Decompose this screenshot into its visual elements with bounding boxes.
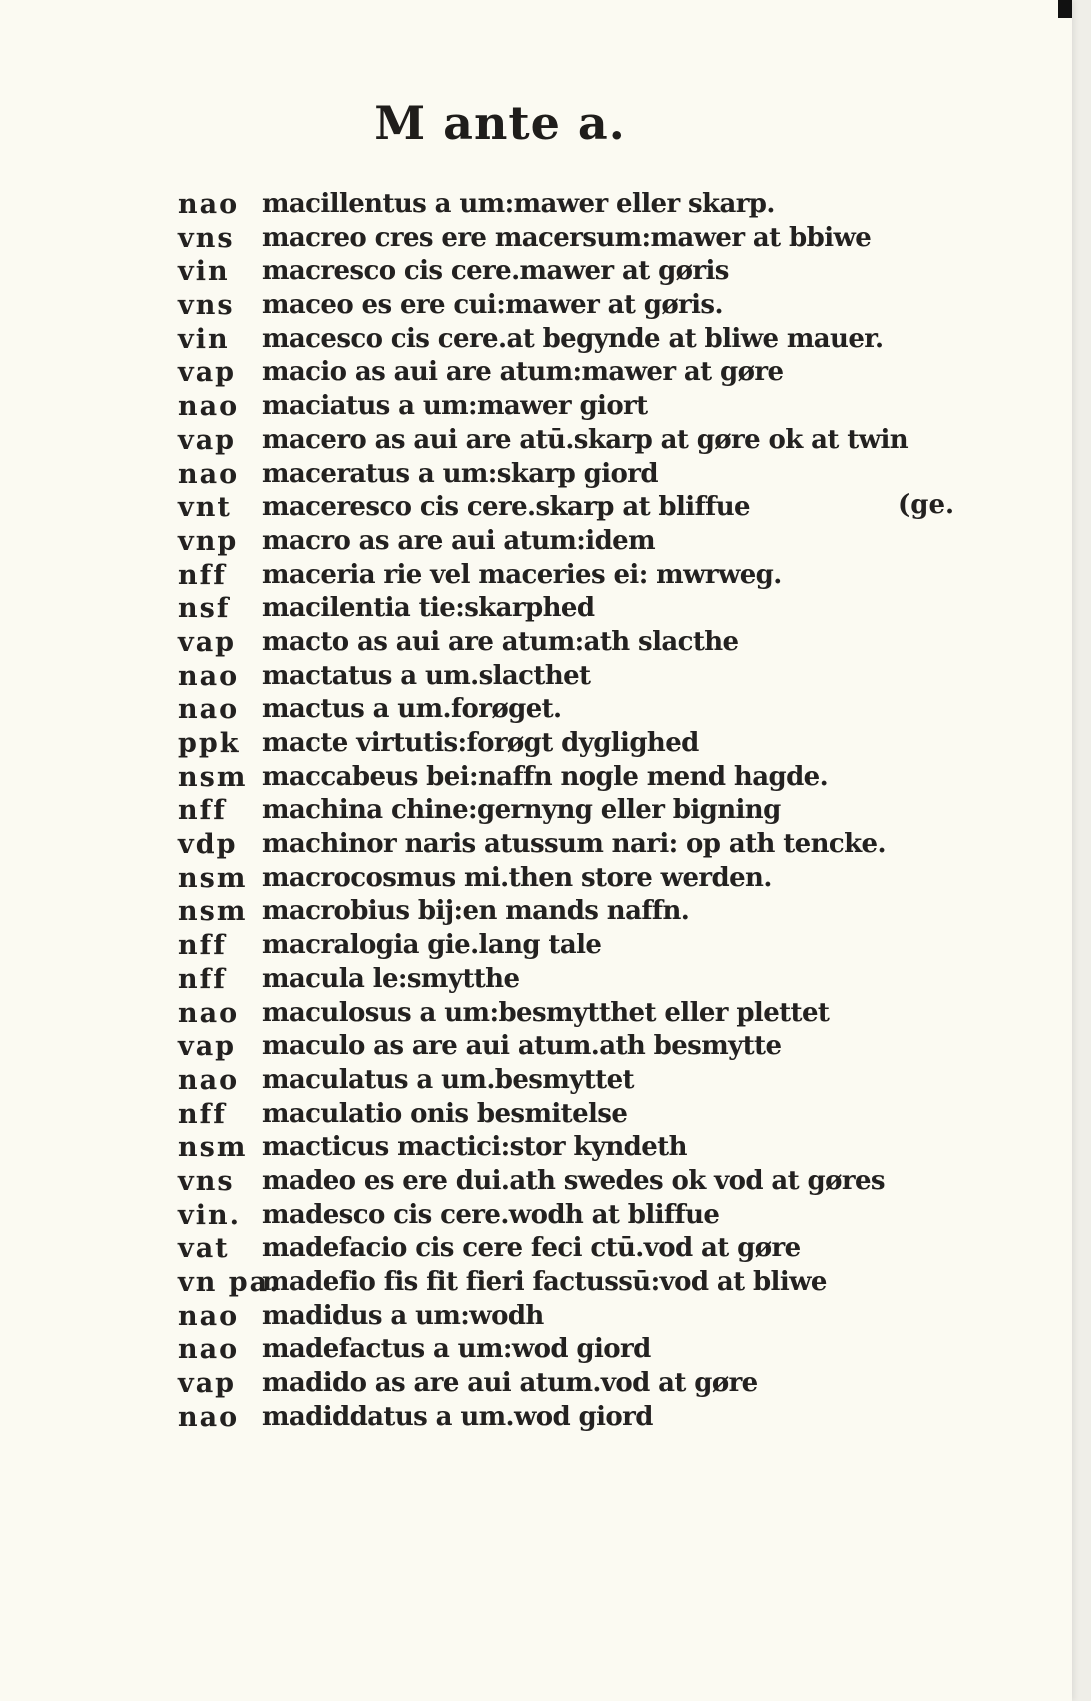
dictionary-entry (178, 491, 978, 525)
entry-definition: madido as are aui atum.vod at gøre (262, 1368, 758, 1399)
dictionary-entry (178, 390, 978, 424)
entry-definition: madefacio cis cere feci ctū.vod at gøre (262, 1233, 801, 1264)
grammar-code: nao (178, 1334, 240, 1366)
grammar-code: nsm (178, 862, 248, 894)
grammar-code: vn pa. (178, 1267, 281, 1298)
dictionary-entry (178, 458, 978, 492)
entry-definition: macrocosmus mi.then store werden. (262, 862, 772, 893)
dictionary-entry (178, 188, 978, 222)
entry-definition: maceratus a um:skarp giord (262, 458, 658, 489)
grammar-code: nsm (178, 896, 248, 928)
grammar-code: nao (178, 391, 240, 423)
entry-definition: macticus mactici:stor kyndeth (262, 1132, 687, 1163)
entry-definition: machinor naris atussum nari: op ath tencke. (262, 829, 886, 860)
entry-definition: macillentus a um:mawer eller skarp. (262, 189, 775, 219)
dictionary-entry (178, 761, 978, 795)
entry-definition: maceresco cis cere.skarp at bliffue (262, 492, 750, 523)
entry-definition: mactus a um.forøget. (262, 694, 562, 725)
dictionary-entry (178, 424, 978, 458)
grammar-code: nff (178, 559, 227, 591)
entry-definition: maceria rie vel maceries ei: mwrweg. (262, 559, 782, 590)
entry-definition: maceo es ere cui:mawer at gøris. (262, 290, 723, 321)
dictionary-entry (178, 1030, 978, 1064)
dictionary-entry (178, 559, 978, 593)
dictionary-entry (178, 794, 978, 828)
dictionary-entry (178, 1199, 978, 1233)
dictionary-entry (178, 828, 978, 862)
grammar-code: vns (178, 290, 235, 322)
grammar-code: vap (178, 424, 237, 456)
dictionary-entry-list (178, 188, 978, 1434)
dictionary-entry (178, 1333, 978, 1367)
grammar-code: nsm (178, 761, 248, 793)
grammar-code: ppk (178, 728, 241, 759)
entry-definition: madefio fis fit fieri factussū:vod at bliwe (262, 1267, 827, 1297)
entry-definition: macilentia tie:skarphed (262, 593, 595, 624)
dictionary-entry (178, 592, 978, 626)
entry-definition: macte virtutis:forøgt dyglighed (262, 728, 699, 758)
dictionary-entry (178, 862, 978, 896)
grammar-code: nao (178, 1401, 240, 1433)
entry-definition: macro as are aui atum:idem (262, 525, 656, 556)
dictionary-entry (178, 1367, 978, 1401)
dictionary-entry (178, 1131, 978, 1165)
dictionary-entry (178, 1098, 978, 1132)
grammar-code: nsm (178, 1132, 248, 1164)
grammar-code: vap (178, 1031, 237, 1063)
entry-definition: macesco cis cere.at begynde at bliwe mauer. (262, 323, 884, 354)
dictionary-entry (178, 1401, 978, 1435)
grammar-code: vdp (178, 829, 238, 861)
dictionary-entry (178, 895, 978, 929)
entry-definition: madefactus a um:wod giord (262, 1334, 651, 1365)
entry-definition: maculosus a um:besmytthet eller plettet (262, 997, 830, 1028)
entry-definition: maculatus a um.besmyttet (262, 1064, 634, 1095)
entry-definition: macrobius bij:en mands naffn. (262, 896, 690, 927)
dictionary-entry (178, 626, 978, 660)
dictionary-entry (178, 255, 978, 289)
wrapped-line-fragment: (ge. (898, 490, 955, 520)
dictionary-entry (178, 289, 978, 323)
grammar-code: nff (178, 1098, 227, 1130)
grammar-code: nsf (178, 593, 231, 625)
dictionary-entry (178, 356, 978, 390)
dictionary-entry (178, 222, 978, 256)
dictionary-entry (178, 1300, 978, 1334)
grammar-code: vap (178, 626, 237, 658)
grammar-code: vin. (178, 1199, 241, 1231)
dictionary-entry (178, 525, 978, 559)
dictionary-entry (178, 963, 978, 997)
grammar-code: nff (178, 930, 227, 962)
grammar-code: vap (178, 357, 237, 389)
page-heading: M ante a. (374, 96, 626, 150)
grammar-code: vnt (178, 492, 232, 524)
grammar-code: nao (178, 458, 240, 490)
dictionary-entry (178, 1064, 978, 1098)
entry-definition: maciatus a um:mawer giort (262, 391, 648, 422)
dictionary-entry (178, 997, 978, 1031)
entry-definition: maculo as are aui atum.ath besmytte (262, 1031, 782, 1062)
dictionary-entry (178, 693, 978, 727)
entry-definition: mactatus a um.slacthet (262, 660, 591, 691)
dictionary-entry (178, 727, 978, 761)
grammar-code: vnp (178, 525, 239, 557)
entry-definition: madeo es ere dui.ath swedes ok vod at gøres (262, 1165, 885, 1196)
dictionary-entry (178, 1232, 978, 1266)
entry-definition: madidus a um:wodh (262, 1300, 544, 1331)
grammar-code: nao (178, 997, 240, 1029)
grammar-code: vin (178, 323, 230, 355)
grammar-code: nao (178, 1300, 240, 1332)
entry-definition: macto as aui are atum:ath slacthe (262, 626, 739, 657)
grammar-code: nao (178, 1064, 240, 1096)
dictionary-entry (178, 323, 978, 357)
entry-definition: madiddatus a um.wod giord (262, 1401, 653, 1432)
grammar-code: vns (178, 1165, 235, 1197)
entry-definition: macula le:smytthe (262, 963, 520, 994)
entry-definition: macralogia gie.lang tale (262, 930, 602, 961)
entry-definition: maccabeus bei:naffn nogle mend hagde. (262, 761, 829, 792)
entry-definition: macreo cres ere macersum:mawer at bbiwe (262, 222, 872, 253)
entry-definition: macresco cis cere.mawer at gøris (262, 256, 729, 287)
dictionary-entry (178, 1266, 978, 1300)
dictionary-entry (178, 929, 978, 963)
dictionary-entry (178, 660, 978, 694)
grammar-code: vat (178, 1233, 230, 1265)
grammar-code: vns (178, 222, 235, 254)
grammar-code: nao (178, 660, 240, 692)
grammar-code: nff (178, 795, 227, 827)
dictionary-entry (178, 1165, 978, 1199)
entry-definition: macio as aui are atum:mawer at gøre (262, 357, 784, 388)
grammar-code: nff (178, 963, 227, 995)
entry-definition: maculatio onis besmitelse (262, 1098, 628, 1129)
grammar-code: nao (178, 694, 240, 726)
grammar-code: vap (178, 1368, 237, 1400)
scan-edge-mark (1058, 0, 1072, 18)
entry-definition: machina chine:gernyng eller bigning (262, 795, 781, 826)
grammar-code: vin (178, 256, 230, 288)
entry-definition: macero as aui are atū.skarp at gøre ok at twin (262, 424, 909, 455)
entry-definition: madesco cis cere.wodh at bliffue (262, 1199, 720, 1230)
grammar-code: nao (178, 189, 240, 220)
